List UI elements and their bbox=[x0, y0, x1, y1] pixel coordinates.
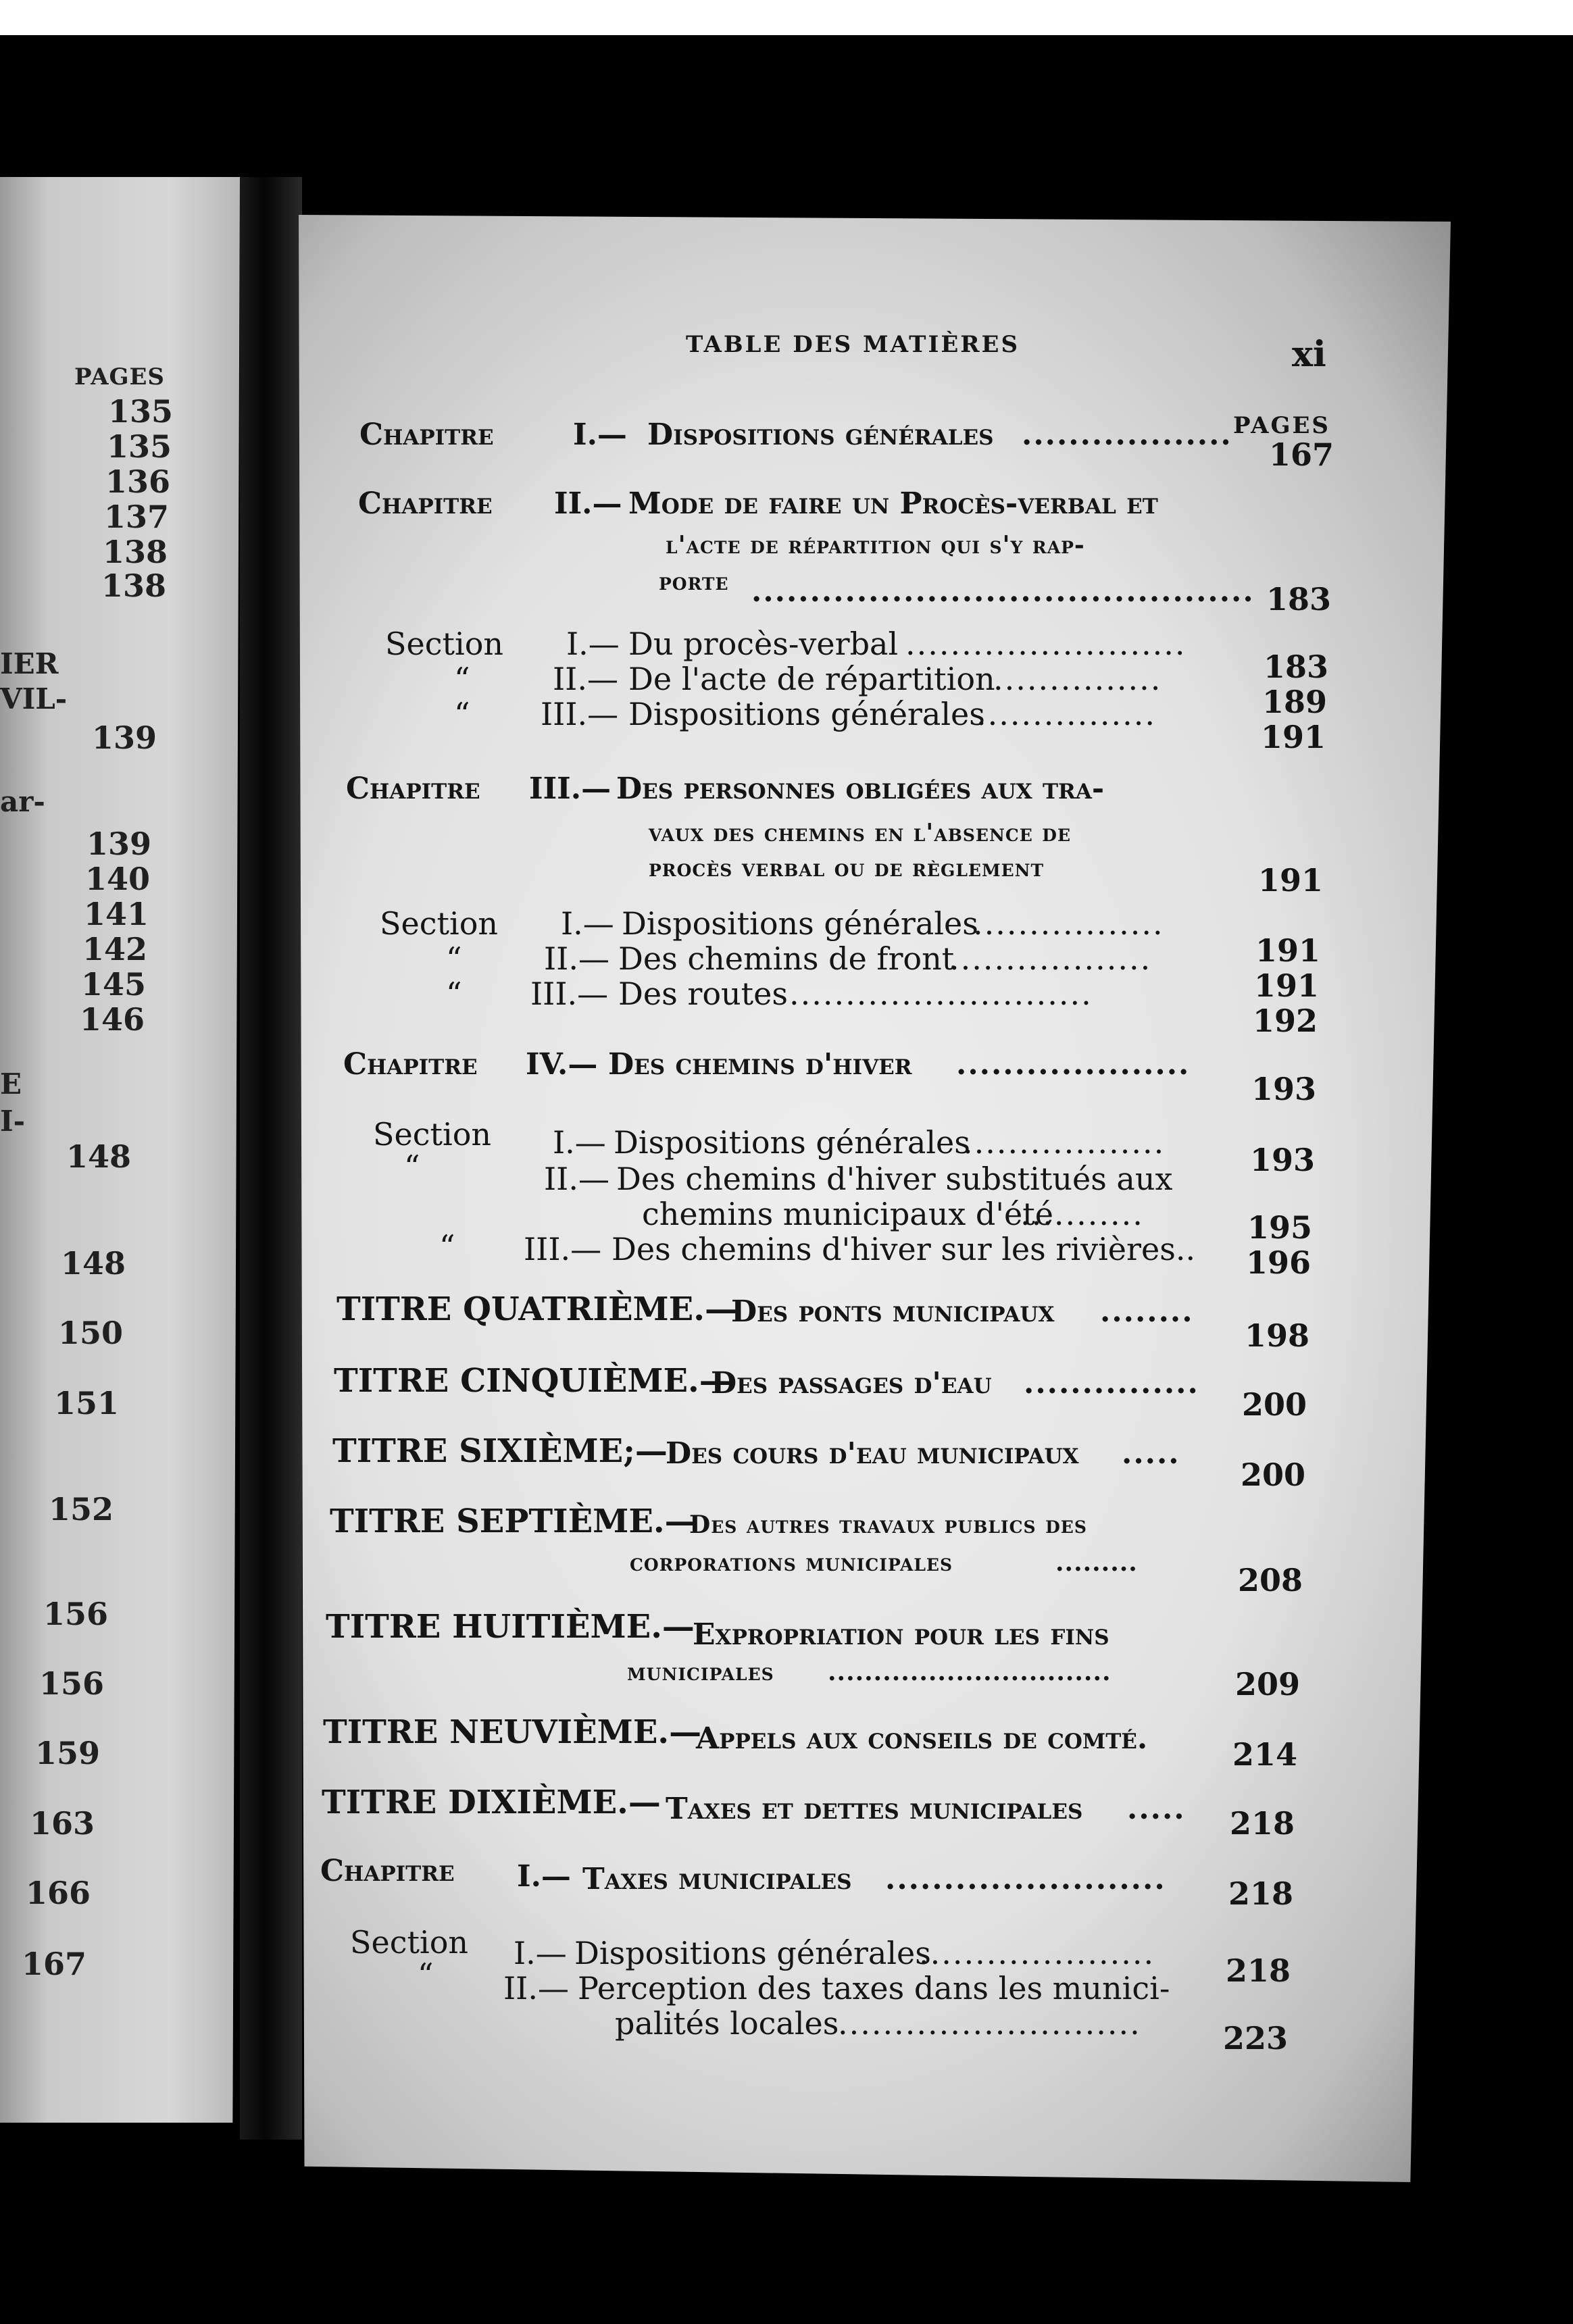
titre-heading: TITRE SIXIÈME;— bbox=[332, 1432, 668, 1470]
leader-dots: ................. bbox=[973, 905, 1164, 942]
left-page-number: 156 bbox=[39, 1665, 105, 1702]
entry-page: 183 bbox=[1266, 581, 1332, 617]
titre-heading: TITRE NEUVIÈME.— bbox=[323, 1713, 702, 1751]
entry-label: “ bbox=[404, 1148, 420, 1185]
left-text-fragment: IER bbox=[0, 647, 59, 680]
entry-text: Dispositions générales bbox=[622, 905, 978, 942]
left-page-number: 146 bbox=[80, 1001, 145, 1038]
left-page-number: 148 bbox=[61, 1245, 126, 1282]
leader-dots: ..... bbox=[1122, 1436, 1180, 1471]
leader-dots: ........................... bbox=[838, 2005, 1141, 2042]
entry-text: Dispositions générales bbox=[574, 1935, 931, 1971]
top-margin-strip bbox=[0, 0, 1573, 35]
entry-label: “ bbox=[446, 940, 462, 977]
entry-text: Des chemins de front bbox=[618, 940, 955, 977]
entry-text-continued: chemins municipaux d'été bbox=[642, 1196, 1053, 1232]
entry-label: “ bbox=[418, 1956, 434, 1993]
entry-page: 209 bbox=[1235, 1666, 1301, 1702]
leader-dots: ......................... bbox=[905, 626, 1187, 662]
entry-page: 193 bbox=[1251, 1071, 1317, 1107]
entry-page: 218 bbox=[1228, 1875, 1294, 1912]
left-page-number: 166 bbox=[26, 1875, 91, 1911]
entry-number: II.— bbox=[503, 1970, 569, 2006]
left-page-number: 142 bbox=[82, 931, 148, 967]
entry-text: Des chemins d'hiver substitués aux bbox=[616, 1161, 1173, 1197]
entry-page: 218 bbox=[1230, 1805, 1295, 1842]
left-page-number: 137 bbox=[104, 499, 170, 535]
left-page-number: 163 bbox=[30, 1805, 95, 1842]
entry-number: II.— bbox=[554, 486, 622, 521]
entry-label: Section bbox=[380, 905, 499, 942]
left-page-number: 151 bbox=[54, 1385, 120, 1421]
left-page-number: 140 bbox=[85, 861, 151, 897]
entry-label: Chapitre bbox=[343, 1047, 478, 1082]
leader-dots: ......... bbox=[1055, 1548, 1138, 1577]
left-pages-label: PAGES bbox=[74, 363, 165, 390]
titre-heading: TITRE QUATRIÈME.— bbox=[336, 1290, 737, 1328]
left-page-number: 145 bbox=[81, 966, 147, 1003]
running-header: TABLE DES MATIÈRES bbox=[686, 331, 1020, 358]
left-text-fragment: E bbox=[0, 1067, 22, 1101]
entry-label: Section bbox=[350, 1924, 469, 1961]
entry-text: Appels aux conseils de comté. bbox=[696, 1721, 1148, 1756]
leader-dots: ..................... bbox=[919, 1935, 1155, 1971]
entry-page: 192 bbox=[1253, 1003, 1318, 1039]
entry-page: 223 bbox=[1223, 2020, 1289, 2056]
leader-dots: ........................................... bbox=[751, 574, 1255, 609]
left-page-number: 148 bbox=[66, 1138, 132, 1175]
entry-text: Du procès-verbal bbox=[628, 626, 899, 662]
leader-dots: ............................... bbox=[828, 1658, 1112, 1686]
titre-heading: TITRE DIXIÈME.— bbox=[322, 1784, 661, 1821]
leader-dots: ............... bbox=[993, 661, 1162, 697]
entry-number: III.— bbox=[529, 772, 611, 806]
left-page-number: 136 bbox=[105, 463, 171, 500]
left-page-number: 159 bbox=[35, 1735, 101, 1771]
entry-text: Des chemins d'hiver bbox=[608, 1047, 912, 1082]
entry-number: III.— bbox=[530, 976, 609, 1012]
leader-dots: .................. bbox=[1022, 418, 1232, 452]
leader-dots: ........................... bbox=[789, 976, 1093, 1012]
entry-label: Chapitre bbox=[358, 486, 493, 521]
book-gutter bbox=[240, 177, 302, 2140]
left-page-number: 167 bbox=[22, 1946, 87, 1982]
entry-page: 167 bbox=[1269, 436, 1334, 473]
entry-text: Mode de faire un Procès-verbal et bbox=[628, 486, 1158, 521]
entry-number: I.— bbox=[573, 418, 627, 452]
left-text-fragment: ar- bbox=[0, 785, 45, 818]
entry-text-continued: l'acte de répartition qui s'y rap- bbox=[666, 531, 1085, 559]
entry-label: Section bbox=[385, 626, 504, 662]
entry-page: 218 bbox=[1226, 1952, 1291, 1989]
left-page-number: 135 bbox=[107, 428, 172, 465]
entry-number: I.— bbox=[514, 1935, 567, 1971]
leader-dots: ..... bbox=[1127, 1792, 1186, 1826]
leader-dots: ........................ bbox=[885, 1862, 1166, 1896]
entry-page: 191 bbox=[1254, 967, 1320, 1004]
leader-dots: ............... bbox=[1024, 1366, 1199, 1400]
entry-text: Dispositions générales bbox=[647, 418, 994, 452]
entry-label: “ bbox=[446, 976, 462, 1012]
entry-page: 191 bbox=[1258, 862, 1324, 899]
entry-text: Dispositions générales bbox=[614, 1124, 970, 1161]
entry-page: 200 bbox=[1242, 1386, 1307, 1423]
titre-heading: TITRE HUITIÈME.— bbox=[326, 1608, 695, 1646]
entry-number: II.— bbox=[544, 1161, 609, 1197]
left-page-number: 138 bbox=[101, 567, 167, 604]
entry-text: Taxes municipales bbox=[582, 1862, 852, 1896]
leader-dots: .................... bbox=[956, 1047, 1191, 1082]
entry-text: Des routes bbox=[618, 976, 788, 1012]
page-folio: xi bbox=[1292, 334, 1326, 375]
entry-number: I.— bbox=[553, 1124, 606, 1161]
entry-text: Perception des taxes dans les munici- bbox=[578, 1970, 1170, 2006]
entry-page: 198 bbox=[1245, 1317, 1310, 1354]
entry-label: “ bbox=[454, 696, 470, 732]
left-page-number: 135 bbox=[108, 393, 174, 430]
entry-text: Des personnes obligées aux tra- bbox=[616, 772, 1105, 806]
pages-column-label: PAGES bbox=[1233, 412, 1330, 439]
entry-number: III.— bbox=[541, 696, 619, 732]
left-text-fragment: I- bbox=[0, 1105, 26, 1138]
left-page-number: 138 bbox=[103, 534, 168, 570]
entry-text-continued: palités locales bbox=[615, 2005, 839, 2042]
entry-text: Taxes et dettes municipales bbox=[666, 1792, 1083, 1826]
entry-text: Des chemins d'hiver sur les rivières.. bbox=[611, 1231, 1196, 1267]
entry-label: Section bbox=[373, 1116, 492, 1153]
entry-text-continued: corporations municipales bbox=[630, 1548, 953, 1577]
entry-text-continued: vaux des chemins en l'absence de bbox=[649, 819, 1072, 847]
entry-label: “ bbox=[454, 661, 470, 697]
leader-dots: .................. bbox=[949, 940, 1152, 977]
left-page-number: 150 bbox=[58, 1315, 124, 1351]
left-page-number: 139 bbox=[92, 719, 157, 756]
titre-heading: TITRE SEPTIÈME.— bbox=[330, 1502, 697, 1540]
entry-text-continued: municipales bbox=[627, 1658, 774, 1686]
entry-text-continued: procès verbal ou de règlement bbox=[649, 854, 1045, 882]
entry-label: Chapitre bbox=[346, 772, 480, 806]
leader-dots: ........ bbox=[1100, 1294, 1194, 1329]
entry-number: II.— bbox=[553, 661, 618, 697]
entry-text: De l'acte de répartition bbox=[628, 661, 995, 697]
entry-number: I.— bbox=[561, 905, 614, 942]
entry-label: “ bbox=[439, 1228, 455, 1265]
entry-page: 195 bbox=[1247, 1209, 1313, 1246]
entry-page: 183 bbox=[1264, 649, 1329, 685]
entry-text: Dispositions générales bbox=[628, 696, 985, 732]
entry-page: 191 bbox=[1261, 719, 1326, 755]
left-page-number: 156 bbox=[43, 1596, 109, 1632]
leader-dots: .................. bbox=[963, 1124, 1166, 1161]
entry-text: Expropriation pour les fins bbox=[693, 1617, 1109, 1652]
entry-page: 200 bbox=[1241, 1457, 1306, 1493]
left-page-number: 139 bbox=[86, 826, 152, 862]
entry-label: Chapitre bbox=[320, 1854, 455, 1888]
left-page-number: 141 bbox=[84, 896, 149, 932]
leader-dots: ................ bbox=[976, 696, 1156, 732]
entry-page: 208 bbox=[1238, 1562, 1303, 1598]
entry-text: Des autres travaux publics des bbox=[689, 1511, 1087, 1539]
entry-text-continued: porte bbox=[659, 567, 729, 596]
entry-label: Chapitre bbox=[359, 418, 494, 452]
entry-number: I.— bbox=[566, 626, 620, 662]
entry-number: II.— bbox=[544, 940, 609, 977]
entry-number: I.— bbox=[517, 1859, 571, 1894]
entry-page: 193 bbox=[1250, 1142, 1316, 1178]
left-page-number: 152 bbox=[49, 1491, 114, 1527]
entry-page: 191 bbox=[1255, 932, 1321, 969]
entry-page: 189 bbox=[1262, 684, 1328, 720]
entry-page: 214 bbox=[1232, 1736, 1298, 1773]
left-text-fragment: VIL- bbox=[0, 682, 68, 715]
titre-heading: TITRE CINQUIÈME.— bbox=[334, 1362, 732, 1400]
entry-text: Des ponts municipaux bbox=[731, 1294, 1055, 1329]
entry-number: III.— bbox=[524, 1231, 602, 1267]
entry-text: Des passages d'eau bbox=[711, 1366, 992, 1400]
entry-number: IV.— bbox=[526, 1047, 598, 1082]
entry-text: Des cours d'eau municipaux bbox=[666, 1436, 1079, 1471]
leader-dots: ........... bbox=[1020, 1196, 1144, 1232]
entry-page: 196 bbox=[1246, 1244, 1312, 1281]
